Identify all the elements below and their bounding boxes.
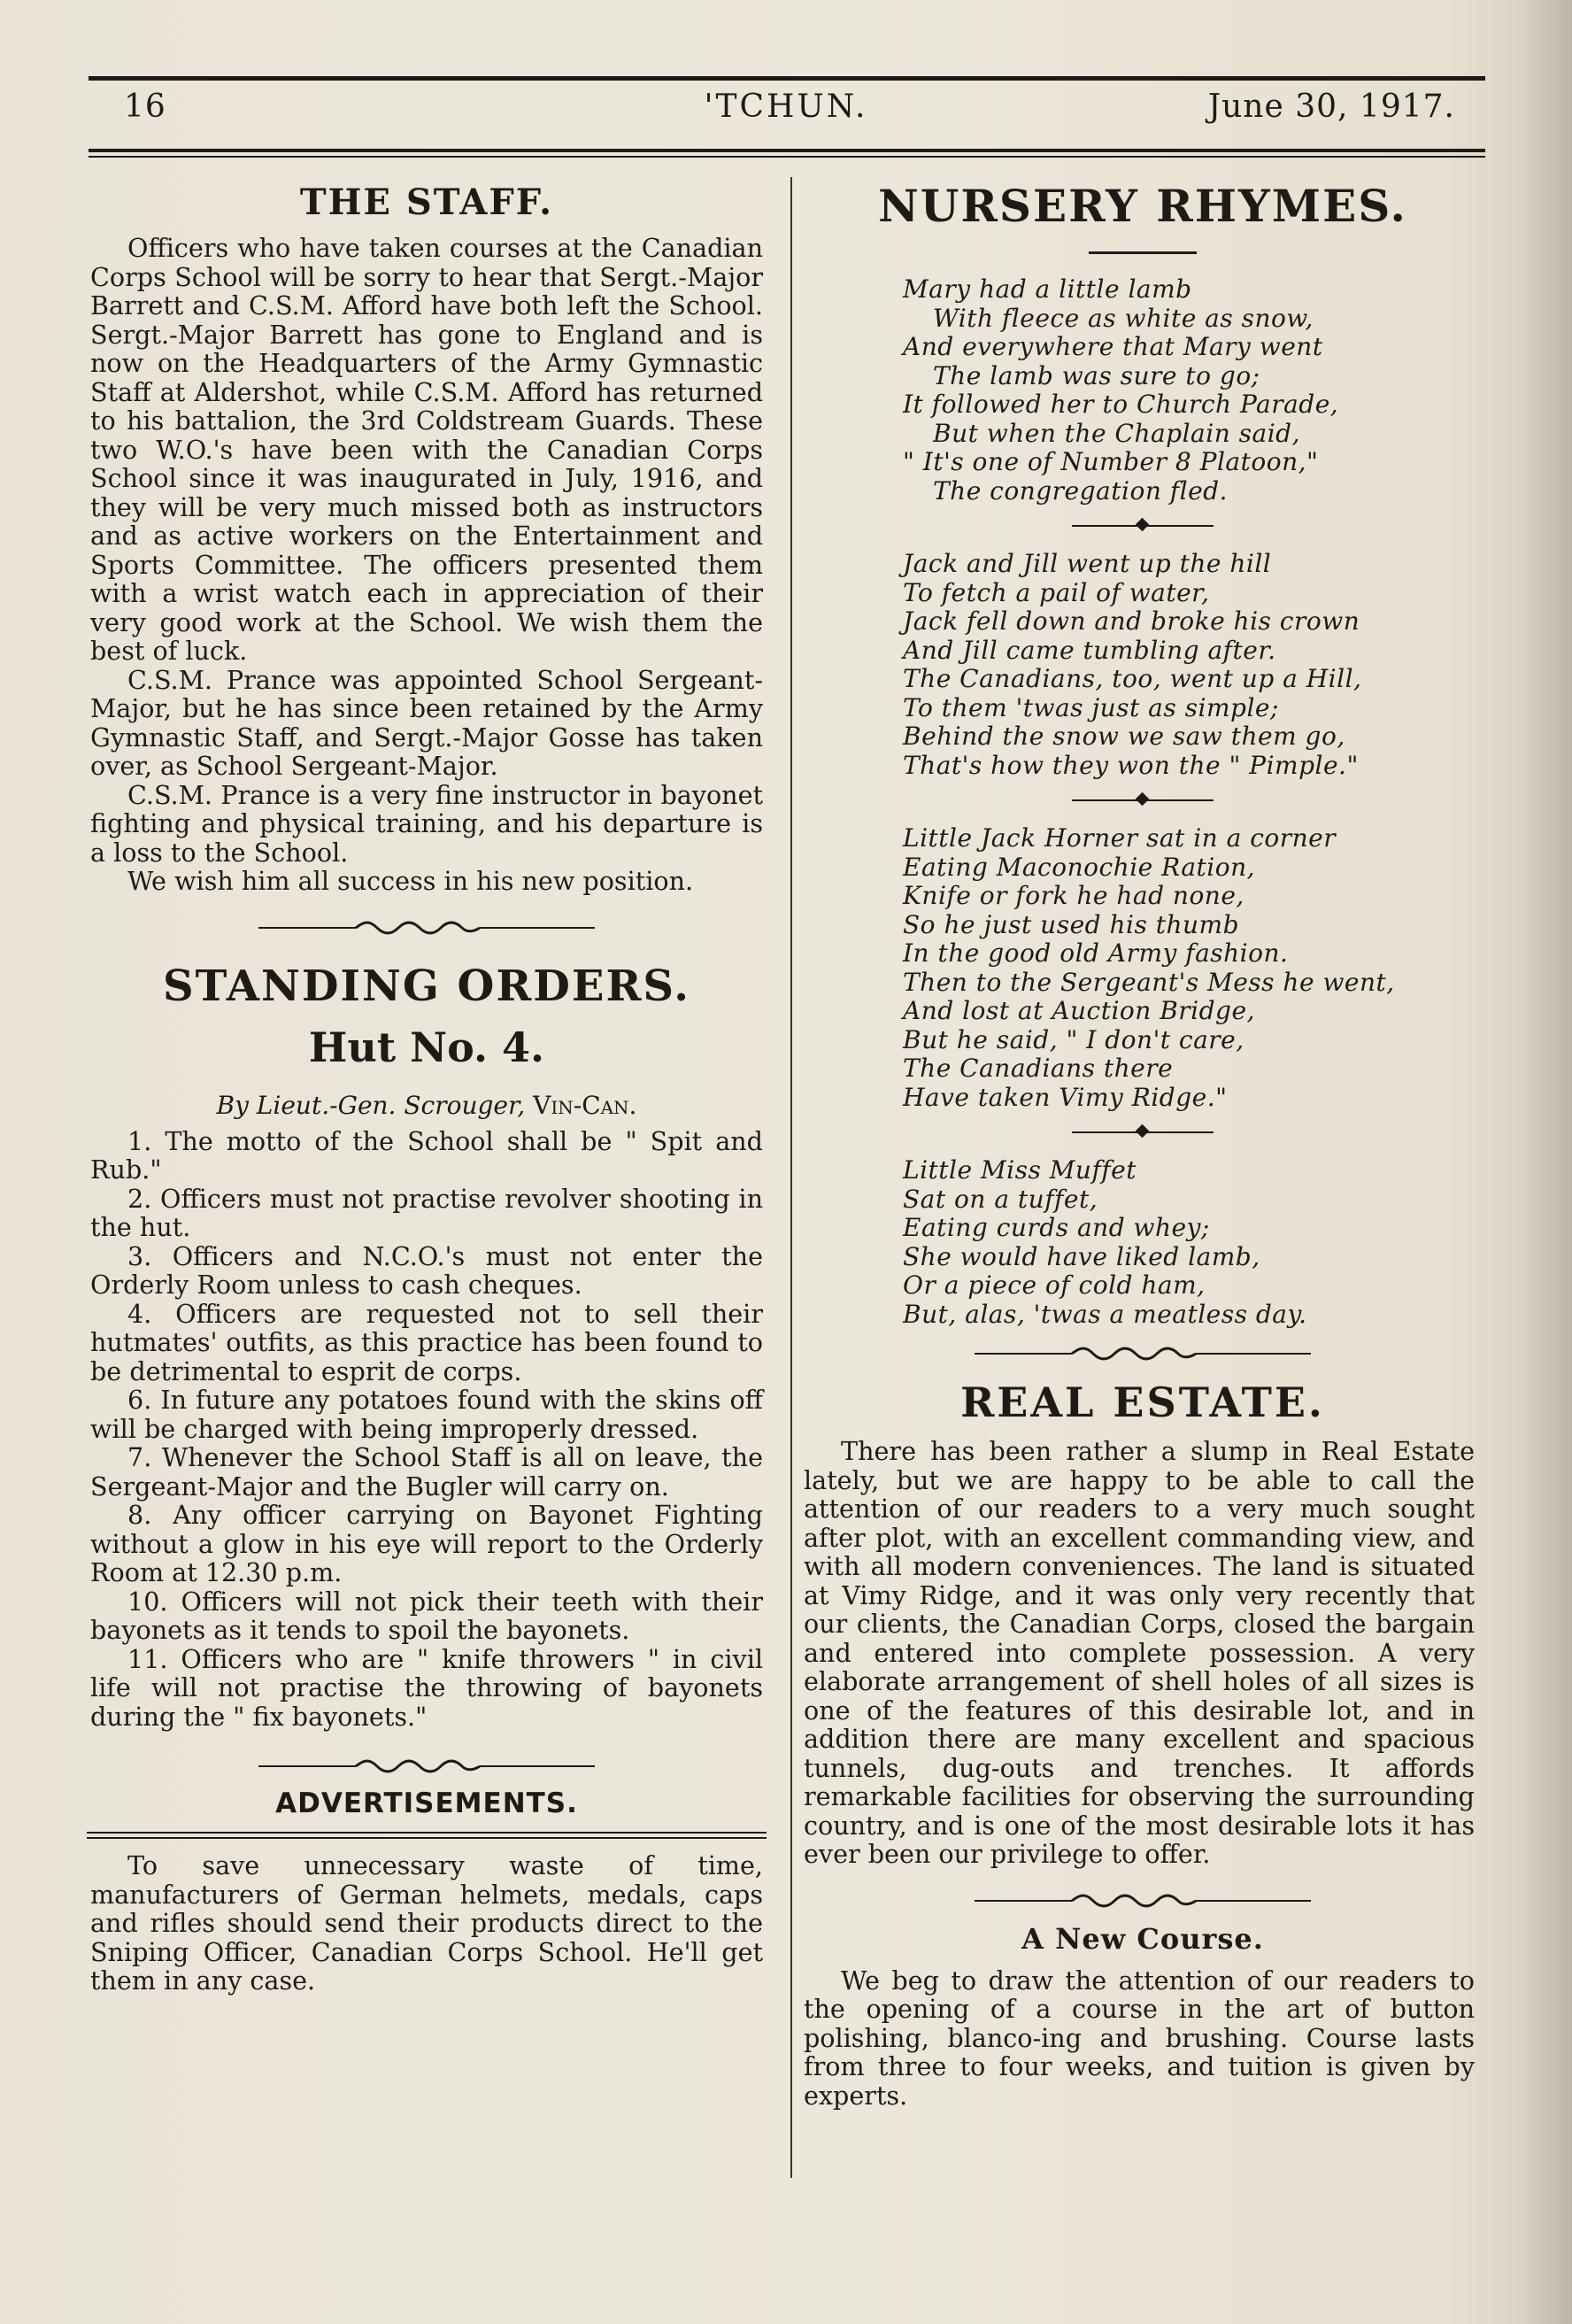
verse-line: Mary had a little lamb [903,274,1192,304]
verse-line: But when the Chaplain said, [933,418,1300,448]
staff-paragraph: Officers who have taken courses at the Canadian Corps School will be sorry to hear that Sergt.-Major Barrett and C.S.M. Afford have both left the School. Sergt.-Major Barrett has gone to England and is now on the Headquarters of the Army Gymnastic Staff at Aldershot, while C.S.M. Afford has returned to his battalion, the 3rd Coldstream Guards. These two W.O.'s have been with the Canadian Corps School since it was inaugurated in July, 1916, and they will be very much missed both as instructors and as active workers on the Entertainment and Sports Committee. The officers presented them with a wrist watch each in appreciation of their very good work at the School. We wish them the best of luck. [90,233,763,666]
order-item: 6. In future any potatoes found with the skins off will be charged with being improperly dressed. [90,1385,763,1444]
order-item: 4. Officers are requested not to sell their hutmates' outfits, as this practice has been found to be detrimental to esprit de corps. [90,1298,763,1386]
verse-line: And everywhere that Mary went [903,332,1323,361]
order-item: 3. Officers and N.C.O.'s must not enter the Orderly Room unless to cash cheques. [90,1240,763,1300]
advertisements-rules [90,1832,763,1839]
staff-article [90,234,763,896]
verse-line: So he just used his thumb [903,909,1240,939]
staff-heading: THE STAFF. [299,181,554,223]
verse-line: That's how they won the " Pimple." [903,750,1359,780]
byline-affiliation: Vin-Can. [533,1090,637,1120]
wave-flourish-ornament [975,1345,1311,1363]
verse-line: Or a piece of cold ham, [903,1270,1206,1300]
verse-line: The lamb was sure to go; [933,360,1260,390]
byline-author: By Lieut.-Gen. Scrouger, [216,1090,526,1120]
masthead-title: 'TCHUN. [704,89,868,125]
staff-paragraph: C.S.M. Prance was appointed School Sergeant-Major, but he has since been retained by the Army Gymnastic Staff, and Sergt.-Major Gosse has taken over, as School Sergeant-Major. [90,664,763,781]
rhyme-verse-jack-horner [903,824,1483,1112]
new-course-text: We beg to draw the attention of our readers to the opening of a course in the art of button polishing, blanco-ing and brushing. Course lasts from three to four weeks, and tuition is given by experts. [804,1965,1475,2111]
page-number: 16 [124,89,166,125]
short-rule [1089,251,1197,254]
verse-line: Jack and Jill went up the hill [903,549,1272,578]
verse-line: With fleece as white as snow, [933,303,1314,333]
verse-line: Jack fell down and broke his crown [903,606,1360,636]
order-item: 10. Officers will not pick their teeth with their bayonets as it tends to spoil the bayonets. [90,1586,763,1645]
real-estate-text: There has been rather a slump in Real Estate lately, but we are happy to be able to call the attention of our readers to a very much sought after plot, with an excellent commanding view, and with all modern conveniences. The land is situated at Vimy Ridge, and it was only very recently that our clients, the Canadian Corps, closed the bargain and entered into complete possession. A very elaborate arrangement of shell holes of all sizes is one of the features of this desirable lot, and in addition there are many excellent and spacious tunnels, dug-outs and trenches. It affords remarkable facilities for observing the surrounding country, and is one of the most desirable lots it has ever been our privilege to offer. [804,1436,1475,1869]
standing-orders-heading: STANDING ORDERS. [163,961,690,1011]
staff-paragraph: C.S.M. Prance is a very fine instructor in bayonet fighting and physical training, and his departure is a loss to the School. [90,779,763,868]
orders-list [90,1127,763,1732]
verse-line: In the good old Army fashion. [903,938,1289,968]
verse-line: But he said, " I don't care, [903,1024,1244,1054]
verse-line: It followed her to Church Parade, [903,390,1339,419]
real-estate-article [804,1437,1475,1869]
verse-line: The congregation fled. [933,475,1228,506]
verse-line: Eating curds and whey; [903,1213,1210,1242]
advertisement-text: To save unnecessary waste of time, manufacturers of German helmets, medals, caps and rifles should send their products direct to the Sniping Officer, Canadian Corps School. He'll get them in any case. [90,1850,763,1996]
verse-line: The Canadians, too, went up a Hill, [903,664,1362,693]
right-column [802,173,1483,2110]
verse-line: And Jill came tumbling after. [903,635,1276,665]
order-item: 2. Officers must not practise revolver shooting in the hut. [90,1183,763,1242]
column-divider [790,177,792,2178]
verse-line: But, alas, 'twas a meatless day. [903,1299,1307,1329]
new-course-article [804,1966,1475,2111]
wave-flourish-ornament [258,1757,595,1775]
header-top-rule [89,76,1485,81]
order-item: 8. Any officer carrying on Bayonet Fighting without a glow in his eye will report to the Orderly Room at 12.30 p.m. [90,1500,763,1587]
verse-line: To them 'twas just as simple; [903,692,1279,722]
staff-paragraph: We wish him all success in his new position. [127,866,694,896]
verse-line: And lost at Auction Bridge, [903,996,1255,1025]
verse-line: " It's one of Number 8 Platoon," [903,447,1319,476]
rhyme-verse-jack-and-jill [903,550,1483,780]
verse-line: Little Miss Muffet [903,1155,1137,1185]
order-item: 7. Whenever the School Staff is all on leave, the Sergeant-Major and the Bugler will carry on. [90,1442,763,1502]
order-item: 11. Officers who are " knife throwers " in civil life will not practise the throwing of bayonets during the " fix bayonets." [90,1643,763,1732]
orders-byline [90,1091,763,1120]
real-estate-heading: REAL ESTATE. [960,1378,1325,1426]
wave-flourish-ornament [975,1892,1311,1910]
wave-flourish-ornament [258,919,595,937]
verse-line: Then to the Sergeant's Mess he went, [903,967,1395,997]
header-bottom-rule-thin [89,156,1485,158]
new-course-heading: A New Course. [1021,1921,1264,1956]
verse-line: She would have liked lamb, [903,1241,1260,1271]
header-bottom-rule [89,149,1485,152]
left-column [90,173,763,1996]
diamond-rule-ornament [1072,525,1214,527]
verse-line: Have taken Vimy Ridge." [903,1082,1228,1112]
nursery-rhymes-heading: NURSERY RHYMES. [878,180,1407,232]
issue-date: June 30, 1917. [1207,89,1455,125]
verse-line: Little Jack Horner sat in a corner [903,823,1337,853]
rhyme-verse-mary [903,275,1483,506]
verse-line: The Canadians there [903,1054,1174,1083]
diamond-rule-ornament [1072,1131,1214,1133]
diamond-rule-ornament [1072,799,1214,801]
hut-subheading: Hut No. 4. [308,1023,545,1071]
verse-line: Knife or fork he had none, [903,881,1244,910]
rhyme-verse-miss-muffet [903,1156,1483,1329]
advertisement-notice [90,1851,763,1996]
verse-line: Behind the snow we saw them go, [903,722,1345,751]
verse-line: Sat on a tuffet, [903,1184,1098,1214]
page-spine-shadow [1519,0,1572,2324]
verse-line: To fetch a pail of water, [903,577,1210,607]
verse-line: Eating Maconochie Ration, [903,852,1256,882]
order-item: 1. The motto of the School shall be " Spit and Rub." [90,1125,763,1185]
advertisements-heading: ADVERTISEMENTS. [275,1787,578,1819]
